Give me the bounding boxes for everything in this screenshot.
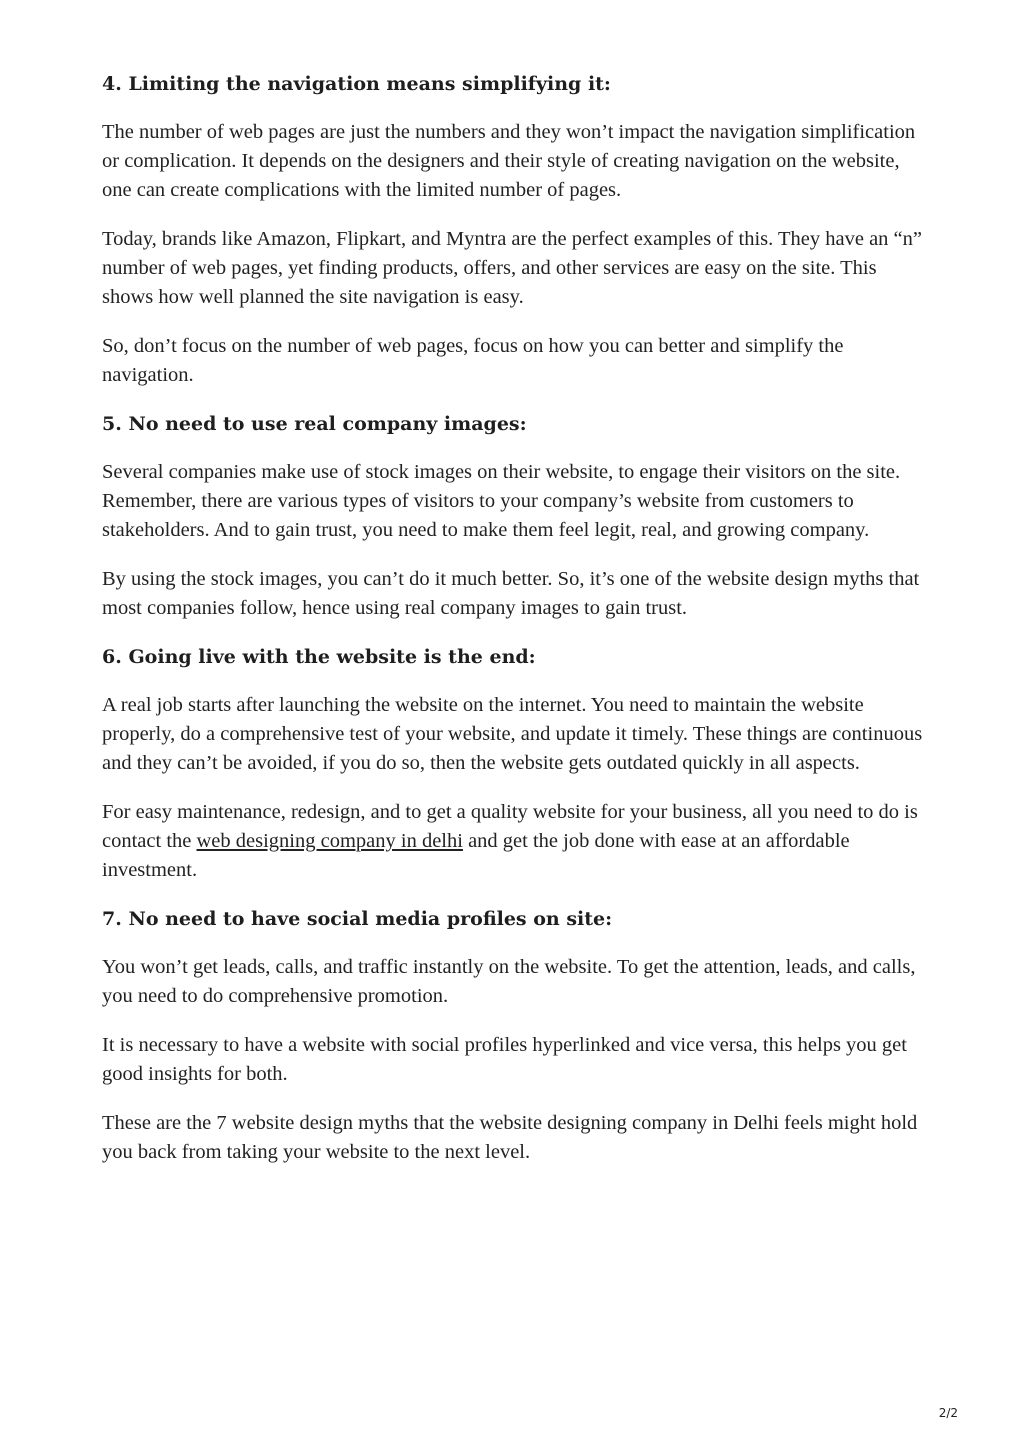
page-number: 2/2 — [938, 1406, 958, 1420]
paragraph: The number of web pages are just the numbers and they won’t impact the navigation simplification or complication. It depends on the designers and their style of creating navigation on the website, one can create complications with the limited number of pages. — [102, 121, 916, 201]
paragraph: By using the stock images, you can’t do it much better. So, it’s one of the website design myths that most companies follow, hence using real company images to gain trust. — [102, 568, 920, 619]
paragraph: So, don’t focus on the number of web pages, focus on how you can better and simplify the navigation. — [102, 335, 844, 386]
paragraph: Several companies make use of stock images on their website, to engage their visitors on the site. Remember, there are various types of visitors to your company’s website from customers to stakeholders. And to gain trust, you need to make them feel legit, real, and growing company. — [102, 461, 901, 541]
section-heading-4: 4. Limiting the navigation means simplifying it: — [102, 73, 611, 95]
document-body — [102, 70, 932, 1187]
paragraph: These are the 7 website design myths that the website designing company in Delhi feels might hold you back from taking your website to the next level. — [102, 1112, 918, 1163]
web-designing-company-link[interactable]: web designing company in delhi — [196, 830, 463, 852]
section-heading-7: 7. No need to have social media profiles on site: — [102, 908, 613, 930]
paragraph-with-link — [102, 798, 932, 885]
section-heading-6: 6. Going live with the website is the end: — [102, 646, 536, 668]
section-heading-5: 5. No need to use real company images: — [102, 413, 527, 435]
paragraph: A real job starts after launching the website on the internet. You need to maintain the website properly, do a comprehensive test of your website, and update it timely. These things are continuous and they can’t be avoided, if you do so, then the website gets outdated quickly in all aspects. — [102, 694, 923, 774]
paragraph-text: For easy maintenance, redesign, and to get a quality website for your business, all you need to do is contact the — [102, 801, 918, 852]
paragraph: Today, brands like Amazon, Flipkart, and Myntra are the perfect examples of this. They have an “n” number of web pages, yet finding products, offers, and other services are easy on the site. This shows how well planned the site navigation is easy. — [102, 228, 922, 308]
paragraph-text: and get the job done with ease at an affordable investment. — [102, 830, 850, 881]
paragraph: It is necessary to have a website with social profiles hyperlinked and vice versa, this helps you get good insights for both. — [102, 1034, 907, 1085]
paragraph: You won’t get leads, calls, and traffic instantly on the website. To get the attention, leads, and calls, you need to do comprehensive promotion. — [102, 956, 916, 1007]
